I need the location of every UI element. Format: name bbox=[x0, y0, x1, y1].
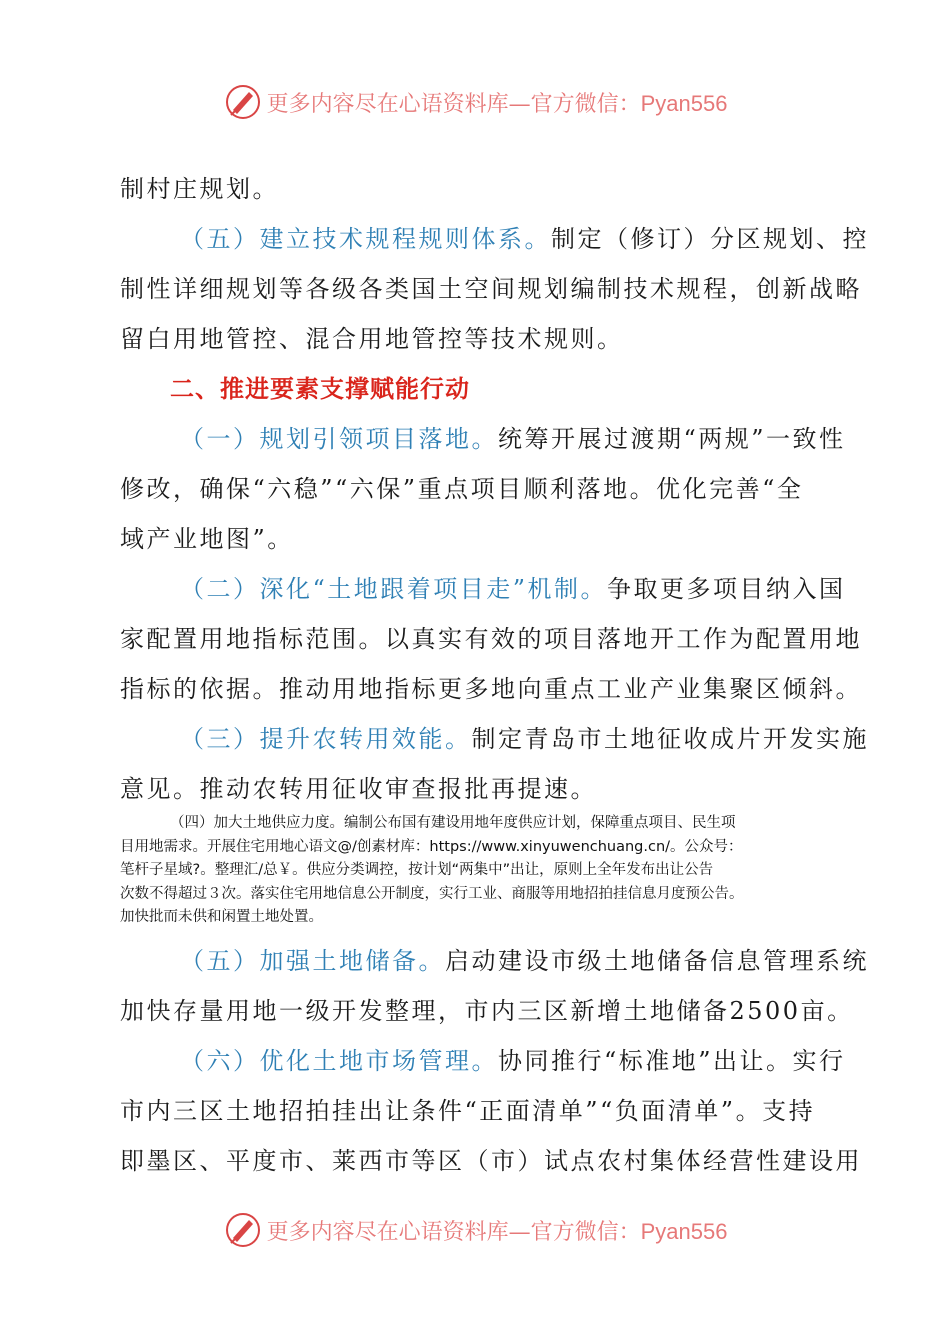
text-line: 留白用地管控、混合用地管控等技术规则。 bbox=[120, 325, 624, 353]
item-label: （五）建立技术规程规则体系。 bbox=[180, 225, 551, 253]
paragraph-s2-item-2: （二）深化“土地跟着项目走”机制。争取更多项目纳入国 bbox=[180, 575, 846, 603]
paragraph-s2-item-1: （一）规划引领项目落地。统筹开展过渡期“两规”一致性 bbox=[180, 425, 846, 453]
text-line: 域产业地图”。 bbox=[120, 525, 294, 553]
watermark-header bbox=[0, 80, 950, 124]
paragraph-item-5: （五）建立技术规程规则体系。制定（修订）分区规划、控 bbox=[180, 225, 869, 253]
paragraph-s2-item-3: （三）提升农转用效能。制定青岛市土地征收成片开发实施 bbox=[180, 725, 869, 753]
small-text-line: 笔杆子星域?。整理汇/总￥。供应分类调控，按计划“两集中”出让，原则上全年发布出让公告 bbox=[120, 862, 714, 878]
pen-logo-icon bbox=[223, 82, 263, 122]
small-text-line: （四）加大土地供应力度。编制公布国有建设用地年度供应计划，保障重点项目、民生项 bbox=[170, 815, 736, 831]
text-line: 修改，确保“六稳”“六保”重点项目顺利落地。优化完善“全 bbox=[120, 475, 804, 503]
text-line: 指标的依据。推动用地指标更多地向重点工业产业集聚区倾斜。 bbox=[120, 675, 862, 703]
text-line: 即墨区、平度市、莱西市等区（市）试点农村集体经营性建设用 bbox=[120, 1147, 862, 1175]
text-line: 市内三区土地招拍挂出让条件“正面清单”“负面清单”。支持 bbox=[120, 1097, 816, 1125]
item-label: （五）加强土地储备。 bbox=[180, 947, 445, 975]
item-label: （六）优化土地市场管理。 bbox=[180, 1047, 498, 1075]
text-line: 家配置用地指标范围。以真实有效的项目落地开工作为配置用地 bbox=[120, 625, 862, 653]
watermark-wechat-id: Pyan556 bbox=[640, 1218, 728, 1244]
small-text-line: 次数不得超过３次。落实住宅用地信息公开制度，实行工业、商服等用地招拍挂信息月度预公告。 bbox=[120, 885, 744, 902]
small-text-line: 目用地需求。开展住宅用地心语文@/创素材库：https://www.xinyuwenchuang.cn/。公众号： bbox=[120, 838, 743, 855]
item-label: （一）规划引领项目落地。 bbox=[180, 425, 498, 453]
item-label: （二）深化“土地跟着项目走”机制。 bbox=[180, 575, 608, 603]
paragraph-s2-item-4-small bbox=[120, 812, 840, 930]
item-label: （三）提升农转用效能。 bbox=[180, 725, 472, 753]
watermark-text: 更多内容尽在心语资料库—官方微信：Pyan556 bbox=[266, 90, 728, 117]
watermark-wechat-id: Pyan556 bbox=[640, 90, 728, 116]
small-text-line: 加快批而未供和闲置土地处置。 bbox=[120, 909, 323, 925]
text-line: 制村庄规划。 bbox=[120, 175, 279, 203]
section-heading: 二、推进要素支撑赋能行动 bbox=[170, 375, 470, 403]
text-line: 制性详细规划等各级各类国土空间规划编制技术规程，创新战略 bbox=[120, 275, 862, 303]
watermark-text: 更多内容尽在心语资料库—官方微信：Pyan556 bbox=[266, 1218, 728, 1245]
text-line: 加快存量用地一级开发整理，市内三区新增土地储备2500亩。 bbox=[120, 997, 854, 1025]
paragraph-s2-item-5: （五）加强土地储备。启动建设市级土地储备信息管理系统 bbox=[180, 947, 869, 975]
paragraph-s2-item-6: （六）优化土地市场管理。协同推行“标准地”出让。实行 bbox=[180, 1047, 846, 1075]
watermark-footer bbox=[0, 1208, 950, 1252]
pen-logo-icon bbox=[223, 1210, 263, 1250]
text-line: 意见。推动农转用征收审查报批再提速。 bbox=[120, 775, 597, 803]
